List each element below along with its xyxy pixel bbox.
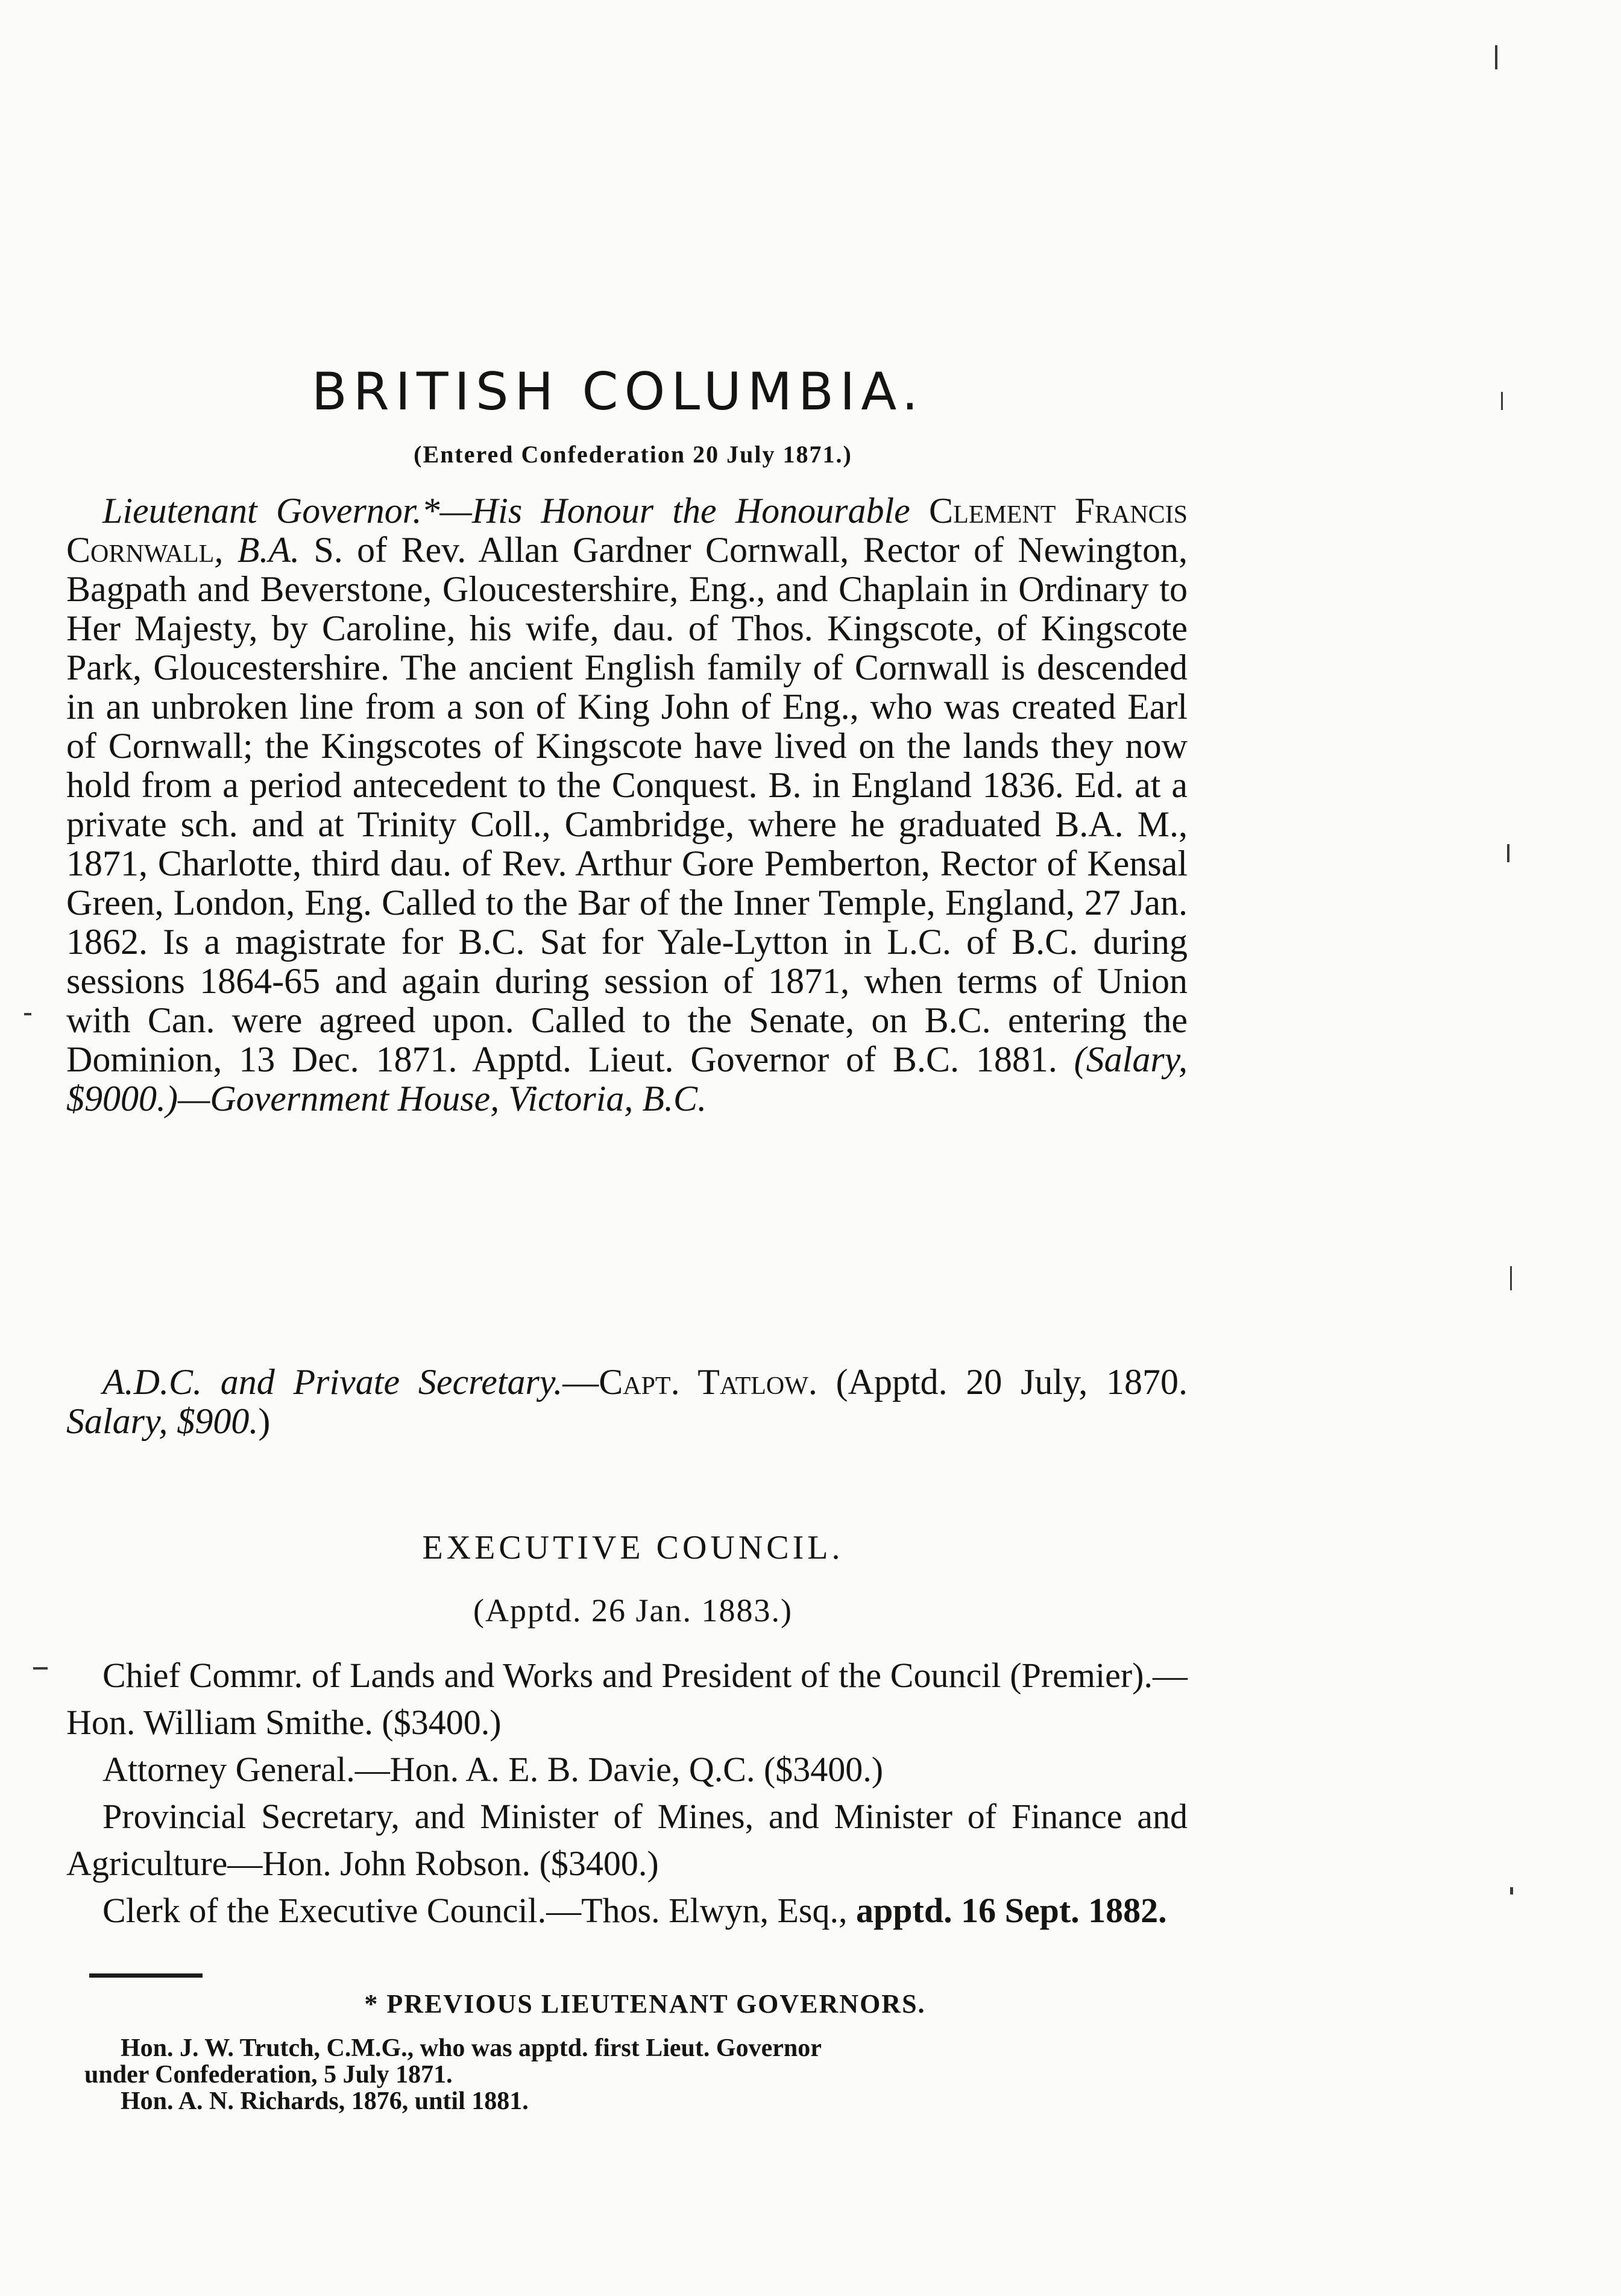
office-title: Chief Commr. of Lands and Works and President of the Council (Premier). [102,1656,1153,1695]
footnote-list [84,2035,1206,2115]
member-name: —Thos. Elwyn, Esq., [546,1891,848,1930]
page-title: BRITISH COLUMBIA. [311,362,925,422]
office-title: Attorney General. [102,1750,355,1789]
section-heading: EXECUTIVE COUNCIL. [422,1529,844,1566]
executive-council-list [66,1652,1188,1934]
page-subtitle: (Entered Confederation 20 July 1871.) [414,441,852,468]
office-title: Lieutenant Governor.* [102,491,440,531]
member-name: —Hon. William Smithe. [66,1656,1188,1742]
office-title: Clerk of the Executive Council. [102,1891,547,1930]
scan-speck [24,1013,31,1015]
scan-speck [1507,844,1509,862]
member-name: —Hon. John Robson. [227,1844,531,1883]
honorific: —His Honour the Honourable [439,491,930,531]
salary: (Salary, $9000.) [66,1039,1188,1118]
council-member [66,1652,1188,1746]
officeholder-name: Clement Francis Cornwall [66,491,1188,570]
member-appointment: apptd. 16 Sept. 1882. [847,1891,1167,1930]
adc-entry [66,1363,1188,1441]
office-title: Provincial Secretary, and Minister of Mines, and Minister of Finance and Agriculture [66,1797,1188,1883]
residence: —Government House, Victoria, B.C. [177,1079,707,1118]
member-salary: ($3400.) [373,1703,502,1742]
council-member [66,1793,1188,1887]
section-divider [89,1973,203,1978]
scan-speck [1495,45,1497,69]
scan-speck [1510,1887,1513,1894]
footnote-line: Hon. J. W. Trutch, C.M.G., who was apptd. first Lieut. Governor [121,2034,822,2062]
office-title: A.D.C. and Private Secretary. [102,1362,563,1402]
degree: , B.A. [214,530,300,570]
scan-speck [33,1667,48,1670]
member-salary: ($3400.) [530,1844,659,1883]
council-member [66,1746,1188,1793]
member-name: —Hon. A. E. B. Davie, Q.C. [354,1750,755,1789]
appointment-details: (Apptd. 20 July, 1870. [817,1362,1188,1402]
appointment-details-end: ) [258,1401,271,1441]
salary: Salary, $900. [66,1401,259,1441]
lieutenant-governor-entry [66,491,1188,1118]
biography: S. of Rev. Allan Gardner Cornwall, Rector of Newington, Bagpath and Beverstone, Gloucestershire, Eng., and Chaplain in Ordinary to Her Majesty, by Caroline, his wife, dau. of Thos. Kingscote, of Kingscote Park, Gloucestershire. The ancient English family of Cornwall is descended in an unbroken line from a son of King John of Eng., who was created Earl of Cornwall; the Kingscotes of Kingscote have lived on the lands they now hold from a period antecedent to the Conquest. B. in England 1836. Ed. at a private sch. and at Trinity Coll., Cambridge, where he graduated B.A. M., 1871, Charlotte, third dau. of Rev. Arthur Gore Pemberton, Rector of Kensal Green, London, Eng. Called to the Bar of the Inner Temple, England, 27 Jan. 1862. Is a magistrate for B.C. Sat for Yale-Lytton in L.C. of B.C. during sessions 1864-65 and again during session of 1871, when terms of Union with Can. were agreed upon. Called to the Senate, on B.C. entering the Dominion, 13 Dec. 1871. Apptd. Lieut. Governor of B.C. 1881. [66,530,1188,1079]
footnote-line: Hon. A. N. Richards, 1876, until 1881. [121,2087,529,2115]
scan-speck [1501,392,1503,410]
council-member [66,1887,1188,1934]
officeholder-name: —Capt. Tatlow. [562,1362,817,1402]
footnote-heading: * PREVIOUS LIEUTENANT GOVERNORS. [364,1989,926,2019]
scan-speck [1510,1266,1512,1290]
member-salary: ($3400.) [755,1750,884,1789]
section-subheading: (Apptd. 26 Jan. 1883.) [473,1592,793,1629]
footnote-line: under Confederation, 5 July 1871. [84,2061,453,2089]
